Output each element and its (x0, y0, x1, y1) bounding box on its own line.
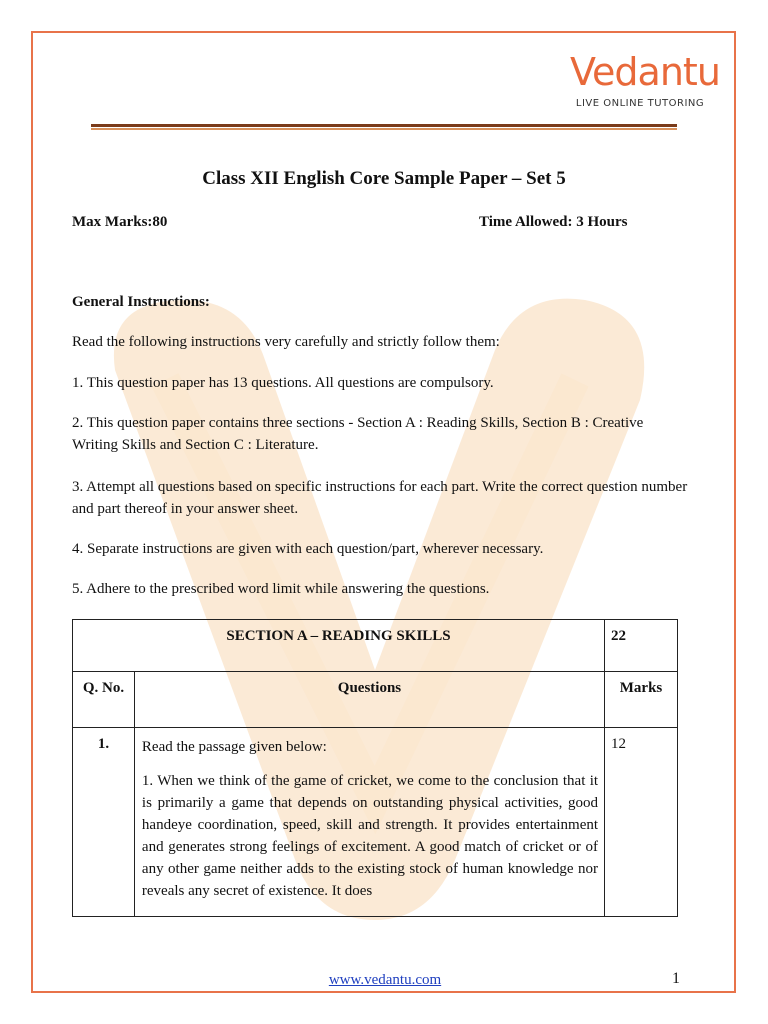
instruction-item: 1. This question paper has 13 questions. All questions are compulsory. (72, 375, 494, 391)
logo-wordmark: Vedantu (570, 50, 720, 94)
question-cell (134, 728, 604, 917)
section-title-cell: SECTION A – READING SKILLS (73, 620, 605, 672)
footer-website-link[interactable]: www.vedantu.com (328, 972, 442, 988)
page-number: 1 (672, 970, 680, 987)
paper-title: Class XII English Core Sample Paper – Set 5 (202, 168, 566, 189)
header-rule-light (91, 128, 677, 130)
table-row (73, 728, 678, 917)
time-allowed: Time Allowed: 3 Hours (479, 214, 628, 230)
max-marks: Max Marks:80 (72, 214, 168, 230)
questions-header: Questions (134, 672, 604, 728)
logo-tagline: LIVE ONLINE TUTORING (575, 98, 705, 109)
instructions-intro: Read the following instructions very carefully and strictly follow them: (72, 334, 500, 350)
header-rule-dark (91, 124, 677, 127)
question-prompt: Read the passage given below: (141, 739, 327, 755)
question-passage: 1. When we think of the game of cricket, we come to the conclusion that it is primarily a game that depends on outstanding physical activities, good handeye coordination, speed, skill and strength. It provides entertainment and generates strong feelings of excitement. A good match of cricket or of any other game neither adds to the existing stock of human knowledge nor reveals any secret of existence. It does (141, 773, 599, 899)
marks-header: Marks (605, 672, 678, 728)
instructions-heading: General Instructions: (72, 294, 210, 310)
question-number: 1. (73, 728, 135, 917)
instruction-item: 3. Attempt all questions based on specific instructions for each part. Write the correct question number and part thereof in your answer sheet. (72, 479, 688, 517)
question-marks: 12 (605, 728, 678, 917)
section-marks-cell: 22 (605, 620, 678, 672)
qno-header: Q. No. (73, 672, 135, 728)
instruction-item: 4. Separate instructions are given with each question/part, wherever necessary. (72, 541, 544, 557)
vedantu-logo (570, 50, 720, 120)
instruction-item: 2. This question paper contains three sections - Section A : Reading Skills, Section B : Creative Writing Skills and Section C : Literature. (72, 415, 644, 453)
section-a-table (72, 619, 678, 917)
instruction-item: 5. Adhere to the prescribed word limit while answering the questions. (72, 581, 490, 597)
